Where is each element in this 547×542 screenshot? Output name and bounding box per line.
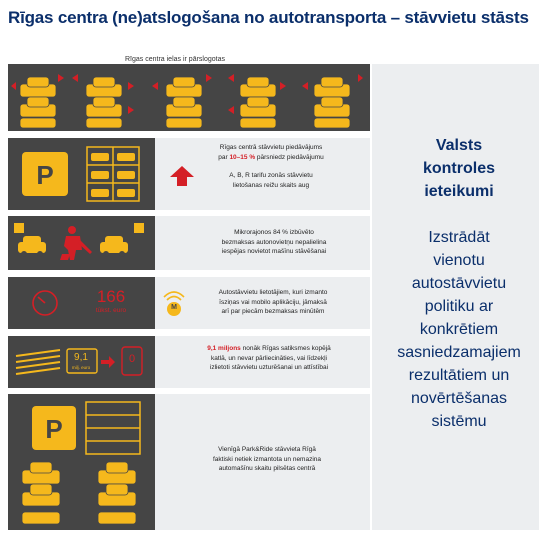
traffic-cars-graphic <box>8 64 370 131</box>
meter-letter: M <box>171 304 177 311</box>
row-5-text: Vienīgā Park&Ride stāvvieta Rīgā faktiski netiek izmantota un nemazina automašīnu skaitu pilsētas centrā <box>212 446 322 472</box>
red-arrow-up-icon <box>170 166 194 186</box>
timer-icon <box>30 288 60 318</box>
svg-text:P: P <box>36 160 54 190</box>
page-title: Rīgas centra (ne)atslogošana no autotransporta – stāvvietu stāsts <box>8 8 529 27</box>
road-worker-icon <box>60 226 92 260</box>
recommendation-title: Valsts kontroles ieteikumi <box>422 137 495 200</box>
top-caption: Rīgas centra ielas ir pārslogotas <box>125 56 225 63</box>
row-1-text: Rīgas centrā stāvvietu piedāvājums par 10–15 % pārsniedz piedāvājumu A, B, R tarifu zonās stāvvietu lietošanas reižu skaits aug <box>218 144 324 189</box>
svg-text:P: P <box>45 414 63 444</box>
wallet-amount: 9,1 <box>74 352 88 363</box>
wifi-signal-icon <box>162 287 186 319</box>
parking-grid-icon <box>86 146 140 202</box>
road-worker-graphic <box>8 216 155 270</box>
timer-value: 166 <box>96 287 126 306</box>
recommendation-body: Izstrādāt vienotu autostāvvietu politiku ar konkrētiem sasniedzamajiem rezultātiem un novērtēšanas sistēmu <box>397 229 521 430</box>
park-and-ride-graphic <box>8 394 155 530</box>
row-3-text: Autostāvvietu lietotājiem, kuri izmanto īsziņas vai mobilo aplikāciju, jāmaksā arī par piecām bezmaksas minūtēm <box>218 289 328 315</box>
arrow-right-icon <box>101 356 115 368</box>
row-4-text: 9,1 miljons nonāk Rīgas satiksmes kopējā katlā, un nevar pārliecināties, vai līdzekļi izlietoti stāvvietu uzturēšanai un attīstībai <box>207 345 331 371</box>
coins-graphic <box>14 348 64 376</box>
timer-unit: tūkst. euro <box>95 307 127 314</box>
parking-sign-icon <box>22 152 68 196</box>
row-2-text: Mikrorajonos 84 % izbūvēto bezmaksas autonovietņu nepalielina iespējas novietot mašīnu stāvēšanai <box>221 229 327 255</box>
wallet-sub: milj. euro <box>71 365 91 370</box>
phone-amount: 0 <box>128 353 136 365</box>
